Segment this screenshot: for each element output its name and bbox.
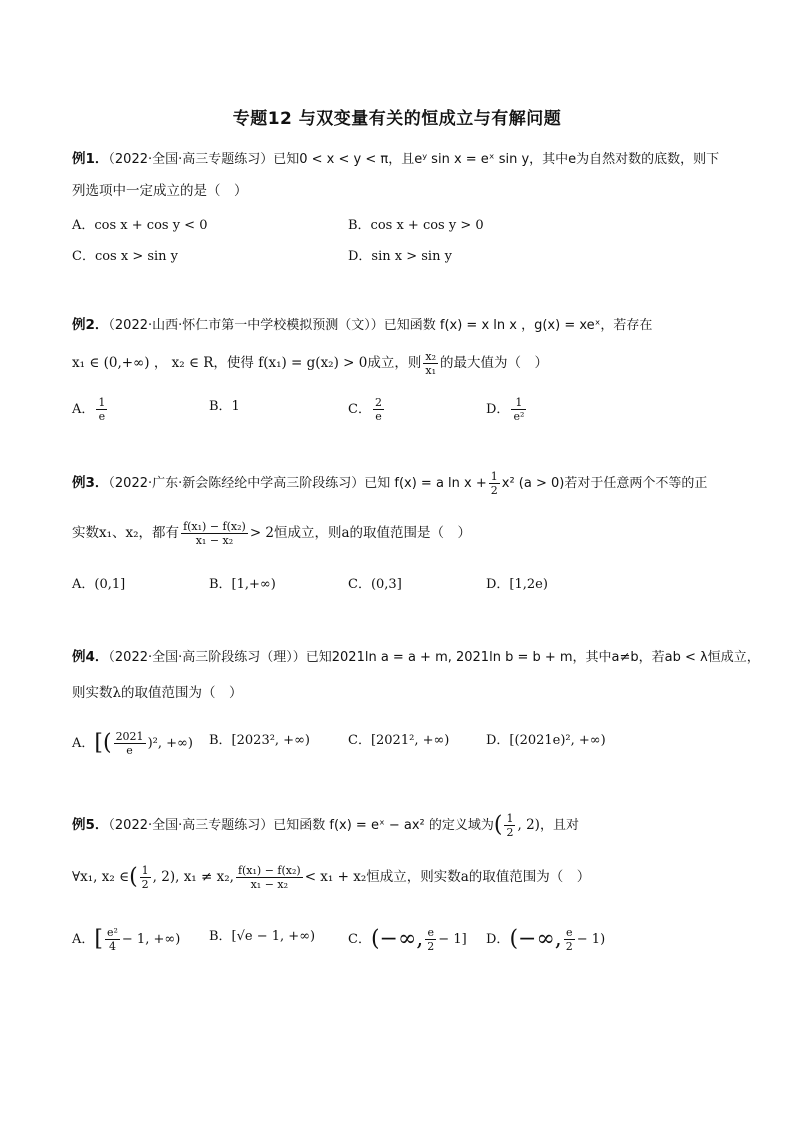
frac-num: f(x₁) − f(x₂) <box>237 864 301 877</box>
bracket-open: [ <box>94 926 103 952</box>
example-2-label: 例2． <box>72 317 109 333</box>
bracket-open: (−∞, <box>370 926 424 952</box>
example-3-label: 例3． <box>72 475 109 491</box>
paren-open: ( <box>129 864 138 890</box>
example-2-text: （2022·山西·怀仁市第一中学校模拟预测（文））已知函数 f(x) = x ln x ，g(x) = xeˣ，若存在 <box>108 318 653 333</box>
example-3-line-1 <box>72 470 732 497</box>
frac-den: e <box>98 410 106 423</box>
domain-fraction <box>504 812 515 839</box>
example-2-frac-den: x₁ <box>425 364 436 377</box>
bracket-open: (−∞, <box>509 926 562 952</box>
option-letter: A． <box>72 402 95 417</box>
example-2-text-2a: x₁ ∈ (0,+∞) ， x₂ ∈ R，使得 f(x₁) = g(x₂) > 0成立，则 <box>72 355 422 371</box>
option-a-fraction <box>105 926 120 953</box>
interval-fraction <box>140 864 151 891</box>
example-4-text: （2022·全国·高三阶段练习（理））已知2021ln a = a + m, 2021ln b = b + m，其中a≠b，若ab < λ恒成立， <box>108 650 760 665</box>
example-5-line-2 <box>72 864 732 891</box>
example-4-line-1 <box>72 646 760 669</box>
option-a-fraction <box>96 396 107 423</box>
option-a-fraction <box>114 730 146 757</box>
example-5-option-c <box>348 926 467 953</box>
option-letter: D． <box>486 932 510 947</box>
frac-num: e² <box>106 926 118 939</box>
example-3-text-1a: （2022·广东·新会陈经纶中学高三阶段练习）已知 f(x) = a ln x + <box>108 476 487 491</box>
example-2-option-d <box>486 396 528 423</box>
option-c-fraction <box>425 926 436 953</box>
example-5-option-b: B．[√e − 1, +∞) <box>209 929 316 944</box>
example-1-option-c: C．cos x > sin y <box>72 249 179 264</box>
example-3-text-1b: x² (a > 0)若对于任意两个不等的正 <box>501 476 708 491</box>
option-d-fraction <box>564 926 575 953</box>
example-3-option-c: C．(0,3] <box>348 577 402 592</box>
example-4-option-b: B．[2023², +∞) <box>209 733 310 748</box>
example-2-text-2b: 的最大值为（ ） <box>439 355 548 371</box>
example-2-line-1 <box>72 314 732 337</box>
frac-den: 2 <box>565 940 573 953</box>
example-1-option-b: B．cos x + cos y > 0 <box>348 218 484 233</box>
frac-den: e <box>126 744 133 757</box>
page-title: 专题12 与双变量有关的恒成立与有解问题 <box>232 109 562 129</box>
frac-den: 2 <box>506 826 514 839</box>
frac-den: 2 <box>427 940 435 953</box>
frac-num: e <box>425 926 436 940</box>
example-1-label: 例1． <box>72 151 109 167</box>
example-2-option-b: B．1 <box>209 399 240 414</box>
example-3-text-2a: 实数x₁、x₂，都有 <box>72 525 180 541</box>
frac-den: x₁ − x₂ <box>195 534 234 547</box>
example-4-option-a <box>72 730 193 757</box>
example-2-fraction <box>423 350 438 377</box>
option-letter: C． <box>348 402 371 417</box>
bracket-close: )², +∞) <box>147 736 193 751</box>
example-1-option-a: A．cos x + cos y < 0 <box>72 218 208 233</box>
example-2-frac-num: x₂ <box>425 350 436 363</box>
paren-close: , 2) <box>517 817 540 833</box>
example-5-text-2b: < x₁ + x₂恒成立，则实数a的取值范围为（ ） <box>304 869 591 885</box>
option-c-fraction <box>373 396 384 423</box>
example-5-option-d <box>486 926 605 953</box>
frac-num: 1 <box>490 470 498 483</box>
example-5-option-a <box>72 926 180 953</box>
example-5-text-1b: ，且对 <box>539 818 579 833</box>
example-3-option-b: B．[1,+∞) <box>209 577 276 592</box>
example-2-option-c <box>348 396 386 423</box>
frac-num: e <box>564 926 575 940</box>
option-letter: A． <box>72 932 95 947</box>
frac-den: 2 <box>490 484 498 497</box>
example-5-text-1a: （2022·全国·高三专题练习）已知函数 f(x) = eˣ − ax² 的定义域为 <box>108 818 494 833</box>
frac-num: 1 <box>141 864 149 877</box>
example-4-label: 例4． <box>72 649 109 665</box>
example-5-fraction <box>236 864 303 891</box>
frac-num: f(x₁) − f(x₂) <box>183 520 246 533</box>
bracket-close: − 1] <box>438 932 467 947</box>
example-1-text: （2022·全国·高三专题练习）已知0 < x < y < π，且eʸ sin x = eˣ sin y，其中e为自然对数的底数，则下 <box>108 152 720 167</box>
frac-den: 4 <box>108 940 116 953</box>
paren-open: ( <box>493 812 503 838</box>
bracket-close: − 1, +∞) <box>121 932 181 947</box>
example-3-option-d: D．[1,2e) <box>486 577 548 592</box>
option-letter: C． <box>348 932 371 947</box>
frac-num: 1 <box>511 396 526 410</box>
frac-num: 2 <box>374 396 382 409</box>
example-3-fraction <box>181 520 248 547</box>
example-2-line-2 <box>72 350 732 377</box>
example-3-option-a: A．(0,1] <box>72 577 126 592</box>
example-4-line-2: 则实数λ的取值范围为（ ） <box>72 685 243 701</box>
example-1-line-1 <box>72 148 732 171</box>
example-5-text-2a: ∀x₁, x₂ ∈ <box>72 869 130 885</box>
frac-num: 1 <box>98 396 106 409</box>
paren-close: , 2), x₁ ≠ x₂, <box>152 869 234 885</box>
example-2-option-a <box>72 396 109 423</box>
option-letter: A． <box>72 736 95 751</box>
example-4-option-c: C．[2021², +∞) <box>348 733 450 748</box>
example-5-label: 例5． <box>72 817 109 833</box>
example-3-half-fraction <box>489 470 500 497</box>
example-3-line-2 <box>72 520 732 547</box>
example-4-option-d: D．[(2021e)², +∞) <box>486 733 606 748</box>
bracket-close: − 1) <box>576 932 606 947</box>
option-letter: D． <box>486 402 510 417</box>
frac-den: e <box>375 410 382 423</box>
example-5-line-1 <box>72 812 732 839</box>
option-d-fraction <box>511 396 526 423</box>
frac-den: 2 <box>141 878 149 891</box>
frac-den: e² <box>513 410 525 423</box>
frac-den: x₁ − x₂ <box>250 878 289 891</box>
example-1-option-d: D．sin x > sin y <box>348 249 452 264</box>
frac-num: 2021 <box>115 730 144 743</box>
example-3-text-2b: > 2恒成立，则a的取值范围是（ ） <box>249 525 472 541</box>
example-1-line-2: 列选项中一定成立的是（ ） <box>72 183 248 199</box>
frac-num: 1 <box>506 812 514 825</box>
bracket-open: [( <box>94 730 112 756</box>
